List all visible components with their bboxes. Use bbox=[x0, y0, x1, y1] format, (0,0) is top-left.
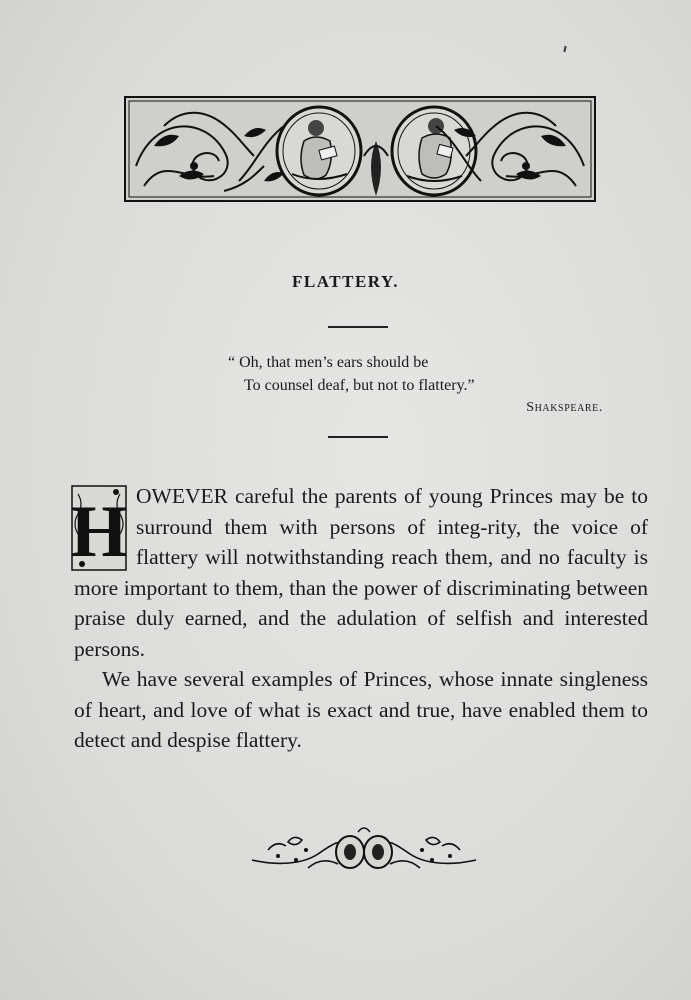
epigraph-quote bbox=[228, 351, 608, 397]
floral-tailpiece-icon bbox=[248, 820, 480, 876]
epigraph-line-2: To counsel deaf, but not to flattery.” bbox=[244, 377, 475, 394]
paragraph-2: We have several examples of Princes, whose innate singleness of heart, and love of what is exact and true, have enabled them to detect and despise flattery. bbox=[74, 667, 648, 752]
ink-speck bbox=[563, 46, 566, 52]
drop-cap-letter: H bbox=[70, 491, 128, 572]
divider-rule-bottom bbox=[328, 436, 388, 438]
decorated-initial-icon bbox=[70, 484, 128, 572]
drop-cap bbox=[70, 484, 128, 572]
epigraph-line-1: “ Oh, that men’s ears should be bbox=[228, 354, 429, 371]
headpiece-engraving-icon bbox=[124, 96, 596, 202]
body-text bbox=[70, 481, 648, 756]
divider-rule-top bbox=[328, 326, 388, 328]
headpiece-ornament bbox=[124, 96, 596, 202]
chapter-title: FLATTERY. bbox=[292, 272, 399, 291]
paragraph-1-text: OWEVER careful the parents of young Princes may be to surround them with persons of integ-rity, the voice of flattery will notwithstanding reach them, and no faculty is more important to them, than the power of discriminating between praise duly earned, and the adulation of selfish and interested persons. bbox=[74, 484, 648, 661]
paragraph-1 bbox=[70, 481, 648, 664]
epigraph-attribution: Shakspeare. bbox=[526, 400, 603, 415]
tailpiece-ornament bbox=[248, 820, 480, 876]
